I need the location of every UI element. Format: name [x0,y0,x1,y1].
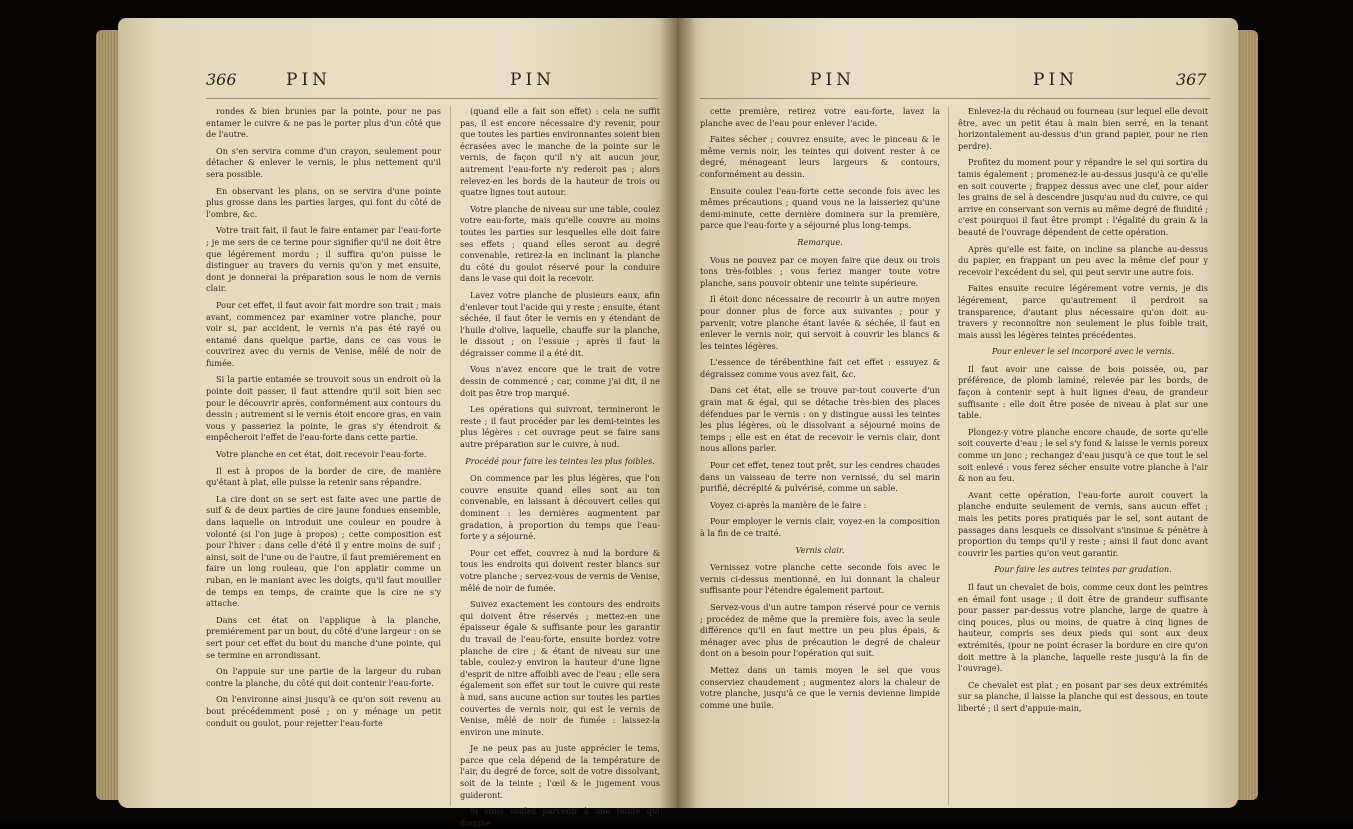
section-heading: Procédé pour faire les teintes les plus foibles. [465,455,655,466]
right-column-1 [700,106,940,808]
left-column-2 [460,106,660,828]
right-header-word-2: PIN [1033,70,1079,90]
paragraph: rondes & bien brunies par la pointe, pour ne pas entamer le cuivre & ne pas le porter plus d'un côté que de l'autre. [206,106,441,140]
paragraph: Les opérations qui suivront, termineront le reste ; il faut procéder par les demi-teintes les plus légères : cet ouvrage peut se faire sans autre préparation sur le cuivre, à nud. [460,404,660,450]
paragraph: Avant cette opération, l'eau-forte auroit couvert la planche enduite seulement de vernis, sans aucun effet ; mais les petits pores pratiqués par le sel, sont autant de passages dans lesquels ce dissolvant s'insinue & pénètre à proportion du temps qu'il y reste ; ainsi il faut donc avant couvrir les parties qu'on veut garantir. [958,489,1208,558]
paragraph: Ce chevalet est plat ; en posant par ses deux extrémités sur sa planche, il laisse la planche qui est dessous, en toute liberté ; il sert d'appuie-main, [958,679,1208,713]
paragraph: Votre trait fait, il faut le faire entamer par l'eau-forte ; je me sers de ce terme pour signifier qu'il ne doit être que légérement mordu ; il suffira qu'on puisse le distinguer au travers du vernis qu'on y met ensuite, dont je donnerai la préparation sous le nom de vernis clair. [206,225,441,294]
right-page [678,18,1238,808]
left-header-rule [206,98,658,99]
paragraph: Je ne peux pas au juste apprécier le tems, parce que cela dépend de la température de l'air, du degré de force, soit de votre dissolvant, soit de la teinte ; l'œil & le jugement vous guideront. [460,743,660,800]
right-header-word-1: PIN [810,70,856,90]
paragraph: Vous ne pouvez par ce moyen faire que deux ou trois tons très-foibles ; vous feriez manger toute votre planche, sans pouvoir obtenir une teinte supérieure. [700,254,940,288]
paragraph: En observant les plans, on se servira d'une pointe plus grosse dans les parties larges, qui font du côté de l'ombre, &c. [206,185,441,219]
paragraph: On commence par les plus légères, que l'on couvre ensuite quand elles sont au ton convenable, en laissant à découvert celles qui dominent : les dernières augmentent par gradation, à proportion du temps que l'eau-forte y a séjourné. [460,473,660,542]
left-header-word-2: PIN [510,70,556,90]
paragraph: Lavez votre planche de plusieurs eaux, afin d'enlever tout l'acide qui y reste ; ensuite, étant séchée, il faut ôter le vernis en y étendant de l'huile d'olive, laquelle, chauffe sur la planche, le dissout ; on l'essuie ; après il faut la dégraisser comme il a été dit. [460,289,660,358]
paragraph: Il faut avoir une caisse de bois poissée, ou, par préférence, de plomb laminé, relevée par les bords, de façon à contenir sept à huit lignes d'eau, de grandeur suffisante : elle doit être posée de niveau à plat sur une table. [958,363,1208,421]
section-heading: Vernis clair. [795,544,845,555]
section-heading: Remarque. [797,236,843,247]
paragraph: Il faut un chevalet de bois, comme ceux dont les peintres en émail font usage ; il doit être de grandeur suffisante pour passer par-dessus votre planche, large de quatre à cinq pouces, plus ou moins, de quatre à cinq lignes de hauteur, compris ses deux pieds qui sont aux deux extrémités, (pour ne point écraser la bordure en cire qu'on doit mettre à la planche, laquelle reste jusqu'à la fin de l'ouvrage). [958,581,1208,674]
paragraph: Pour cet effet, tenez tout prêt, sur les cendres chaudes dans un vaisseau de terre non vernissé, du sel marin purifié, décrépité & pulvérisé, comme un sable. [700,460,940,494]
left-page [118,18,678,828]
paragraph: Après qu'elle est faite, on incline sa planche au-dessus du papier, en frappant un peu avec la même clef pour y recevoir l'excédent du sel, qui peut servir une autre fois. [958,243,1208,277]
left-page-number: 366 [206,70,237,89]
paragraph: cette première, retirez votre eau-forte, lavez la planche avec de l'eau pour enlever l'acide. [700,106,940,128]
paragraph: Vernissez votre planche cette seconde fois avec le vernis ci-dessus mentionné, en lui donnant la chaleur suffisante pour l'étendre également partout. [700,562,940,596]
paragraph: (quand elle a fait son effet) : cela ne suffit pas, il est encore nécessaire d'y revenir, pour que toutes les parties environnantes soient bien écrasées avec le manche de la pointe sur le vernis, de façon qu'il n'y ait aucun jour, autrement l'eau-forte n'y rederoit pas ; alors relevez-en les bords de la hauteur de trois ou quatre lignes tout autour. [460,106,660,198]
paragraph: Profitez du moment pour y répandre le sel qui sortira du tamis également ; promenez-le au-dessus jusqu'à ce qu'elle en soit couverte ; frappez dessus avec une clef, pour aider les grains de sel à descendre jusqu'au nud du cuivre, ce qui arrive en conservant son vernis au même degré de fluidité ; c'est pourquoi il faut être prompt : l'égalité du grain & la beauté de l'ouvrage dépendent de cette opération. [958,157,1208,237]
section-heading: Pour faire les autres teintes par gradation. [994,564,1172,575]
paragraph: Servez-vous d'un autre tampon réservé pour ce vernis ; procédez de même que la première fois, avec la seule différence qu'il en faut mettre un peu plus épais, & ménager avec plus de précaution le degré de chaleur dont on a besoin pour l'opération qui suit. [700,601,940,659]
paragraph: Faites ensuite recuire légérement votre vernis, je dis légérement, parce qu'autrement il perdroit sa transparence, d'autant plus nécessaire qu'on doit au-travers y reconnoître non seulement le plus foible trait, mais aussi les légères teintes précédentes. [958,283,1208,340]
right-page-number: 367 [1176,70,1207,89]
paragraph: On s'en servira comme d'un crayon, seulement pour détacher & enlever le vernis, le plus nettement qu'il sera possible. [206,145,441,179]
paragraph: Mettez dans un tamis moyen le sel que vous conserviez chaudement ; augmentez alors la chaleur de votre planche, jusqu'à ce que le vernis devienne limpide comme une huile. [700,664,940,710]
paragraph: Pour cet effet, couvrez à nud la bordure & tous les endroits qui doivent rester blancs sur votre planche ; servez-vous de vernis de Venise, mêlé de noir de fumée. [460,547,660,593]
paragraph: Votre planche de niveau sur une table, coulez votre eau-forte, mais qu'elle couvre au moins toutes les parties sur lesquelles elle doit faire ses effets ; quand elles seront au degré convenable, retirez-la en inclinant la planche du côté du goulot réservé pour la conduire dans le vase qui doit la recevoir. [460,203,660,284]
left-column-1 [206,106,441,808]
left-column-divider [450,106,451,806]
paragraph: Ensuite coulez l'eau-forte cette seconde fois avec les mêmes précautions ; quand vous ne la laisseriez qu'une demi-minute, cette dernière dominera sur la première, parce que l'eau-forte y a séjourné plus long-temps. [700,185,940,231]
paragraph: Si vous voulez parvenir à une teinte qui domine [460,806,660,828]
section-heading: Pour enlever le sel incorporé avec le vernis. [991,346,1175,357]
paragraph: Dans cet état on l'applique à la planche, premiérement par un bout, du côté d'une largeur : on se sert pour cet effet du bout du manche d'une pointe, qui se termine en arrondissant. [206,614,441,660]
paragraph: Il est à propos de la border de cire, de manière qu'étant à plat, elle puisse la retenir sans répandre. [206,465,441,488]
left-header-word-1: PIN [286,70,332,90]
paragraph: Votre planche en cet état, doit recevoir l'eau-forte. [216,449,427,460]
right-column-2 [958,106,1208,808]
paragraph: Suivez exactement les contours des endroits qui doivent être réservés ; mettez-en une épaisseur égale & suffisante pour les garantir du travail de l'eau-forte, ensuite bordez votre planche de cire ; & étant de niveau sur une table, coulez-y environ la hauteur d'une ligne d'esprit de nitre affoibli avec de l'eau ; elle sera également son effet sur tout le cuivre qui reste à nud, sans aucune action sur toutes les parties couvertes de vernis noir, qui est le vernis de Venise, mêlé de noir de fumée : laissez-la environ une minute. [460,599,660,737]
paragraph: La cire dont on se sert est faite avec une partie de suif & de deux parties de cire jaune fondues ensemble, dans laquelle on introduit une couleur en poudre à volonté (si l'on juge à propos) ; cette composition est pour l'hiver : dans celle d'été il y entre moins de suif ; ainsi, soit de l'une ou de l'autre, il faut premiérement en faire un long rouleau, que l'on applatir comme un ruban, en le maniant avec les doigts, qu'il faut mouiller de temps en temps, de crainte que la cire ne s'y attache. [206,493,441,609]
paragraph: Il étoit donc nécessaire de recourir à un autre moyen pour donner plus de force aux suivantes ; pour y parvenir, votre planche étant lavée & séchée, il faut en enlever le vernis noir, qui servoit à couvrir les blancs & les teintes légères. [700,294,940,351]
paragraph: On l'appuie sur une partie de la largeur du ruban contre la planche, du côté qui doit contenir l'eau-forte. [206,666,441,688]
paragraph: Vous n'avez encore que le trait de votre dessin de commencé ; car, comme j'ai dit, il ne doit pas être trop marqué. [460,364,660,398]
paragraph: Enlevez-la du réchaud ou fourneau (sur lequel elle devoit être, avec un petit étau à main bien serré, en la tenant horizontalement au-dessus d'un grand papier, pour ne rien perdre). [958,106,1208,151]
paragraph: Dans cet état, elle se trouve par-tout couverte d'un grain mat & égal, qui se détache très-bien des places défendues par le vernis : on y distingue aussi les teintes les plus légères, où le dissolvant a séjourné moins de temps ; elle est en état de recevoir le vernis clair, dont nous allons parler. [700,385,940,454]
paragraph: Faites sécher ; couvrez ensuite, avec le pinceau & le même vernis noir, les teintes qui doivent rester à ce degré, ménageant leurs largeurs & contours, conformément au dessin. [700,134,940,179]
right-column-divider [948,106,949,806]
paragraph: Pour employer le vernis clair, voyez-en la composition à la fin de ce traité. [700,516,940,538]
right-header-rule [700,98,1210,99]
paragraph: Plongez-y votre planche encore chaude, de sorte qu'elle soit couverte d'eau ; le sel s'y fond & laisse le vernis poreux comme un jonc ; rechangez d'eau jusqu'à ce que tout le sel soit enlevé : vous ferez sécher ensuite votre planche à l'air & non au feu. [958,426,1208,484]
paragraph: Pour cet effet, il faut avoir fait mordre son trait ; mais avant, commencez par examiner votre planche, pour voir si, par accident, le vernis n'a pas été rayé ou entamé dans quelque partie, dans ce cas vous le couvrirez avec du vernis de Venise, mêlé de noir de fumée. [206,299,441,368]
paragraph: L'essence de térébenthine fait cet effet : essuyez & dégraissez comme vous avez fait, &c. [700,357,940,379]
paragraph: Voyez ci-après la manière de le faire : [710,499,867,510]
paragraph: Si la partie entamée se trouvoit sous un endroit où la pointe doit passer, il faut attendre qu'il soit bien sec pour le découvrir après, conformément aux contours du dessin ; autrement si le vernis étoit encore gras, en vain vous y passeriez la pointe, le gras s'y étendroit & empêcheroit l'effet de l'eau-forte dans cette partie. [206,374,441,443]
paragraph: On l'environne ainsi jusqu'à ce qu'on soit revenu au bout précédemment posé ; on y ménage un petit conduit ou goulot, pour rejetter l'eau-forte [206,694,441,728]
